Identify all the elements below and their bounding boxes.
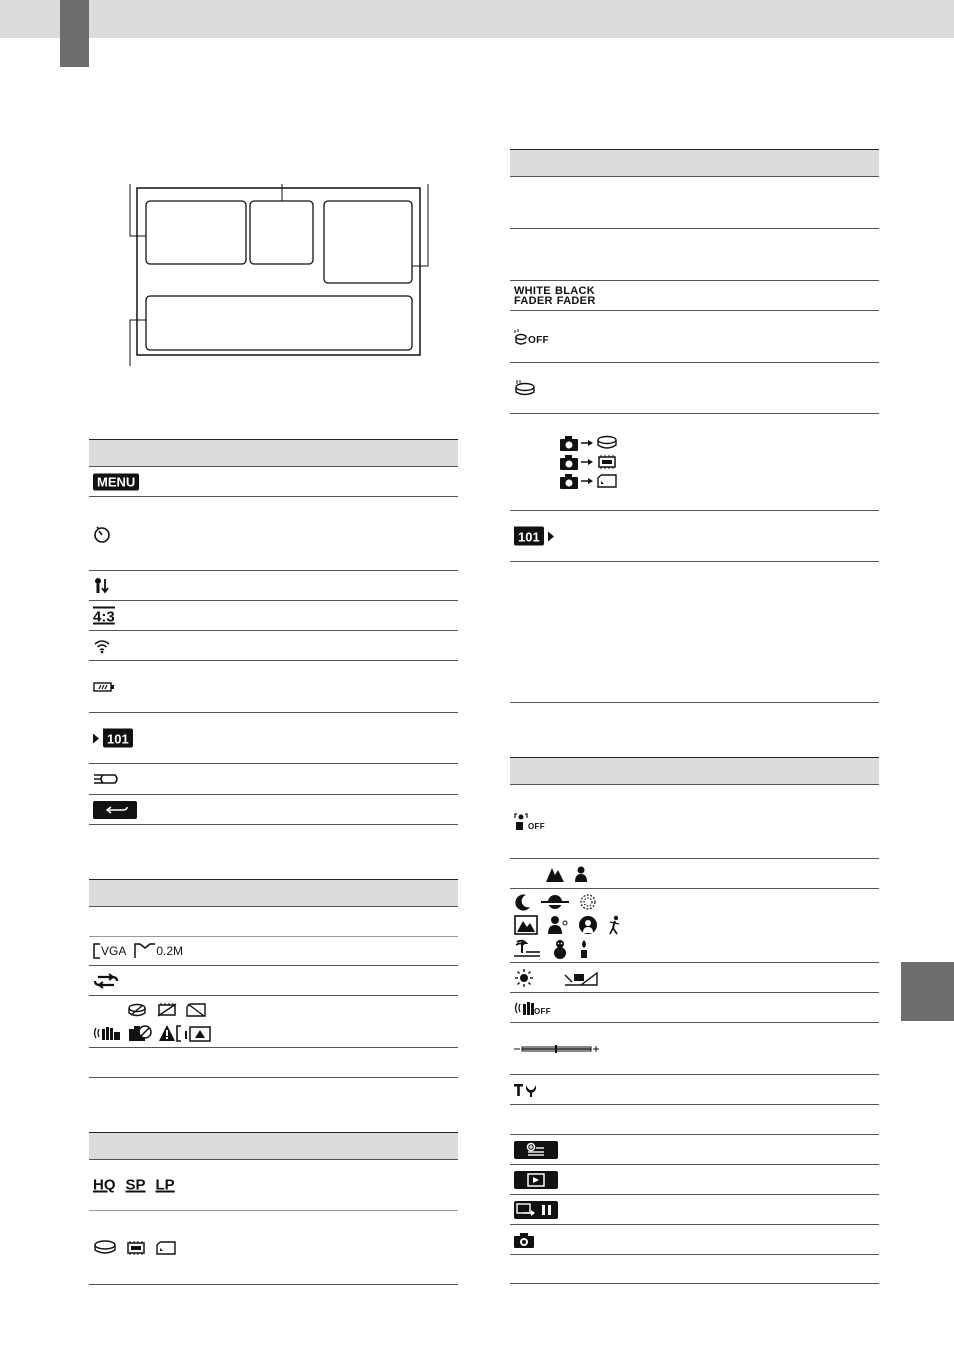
sunset-icon xyxy=(541,893,569,911)
table-row xyxy=(89,907,458,937)
table-row xyxy=(89,631,458,661)
table-row xyxy=(89,661,458,713)
hdd-drop-sensor-off-icon: OFF xyxy=(514,328,549,346)
table-row xyxy=(510,562,879,703)
table-row xyxy=(89,996,458,1048)
option-button-icon[interactable] xyxy=(514,1141,558,1159)
self-timer-icon xyxy=(93,525,111,543)
table-header xyxy=(89,1133,458,1160)
table-header xyxy=(510,758,879,785)
hdd-warning-icon xyxy=(127,1002,149,1018)
chapter-side-tab xyxy=(901,962,954,1021)
table-header xyxy=(89,880,458,907)
folder-icon: 101 xyxy=(103,729,133,748)
table-row xyxy=(89,764,458,795)
table-row xyxy=(510,1225,879,1255)
camera-warning-icon xyxy=(128,1024,152,1042)
table-row xyxy=(510,785,879,859)
menu-badge[interactable]: MENU xyxy=(93,473,139,490)
play-arrow-icon xyxy=(548,531,554,541)
copy-to-memory-icon xyxy=(560,454,618,470)
left-table-3 xyxy=(89,1132,458,1285)
table-row xyxy=(510,177,879,229)
image-size-02m-icon: 0.2M xyxy=(134,943,183,959)
face-detection-off-icon: OFF xyxy=(514,812,545,832)
white-balance-outdoor-icon xyxy=(514,968,534,988)
table-row xyxy=(89,713,458,764)
battery-icon xyxy=(93,681,115,693)
beach-icon xyxy=(514,939,542,959)
mic-level-icon xyxy=(93,577,111,595)
folder-icon: 101 xyxy=(514,527,544,546)
section-marker xyxy=(60,0,89,67)
right-table-2 xyxy=(510,757,879,1284)
fader-icon: WHITE BLACK FADER FADER xyxy=(514,284,596,307)
table-row xyxy=(510,363,879,414)
sports-icon xyxy=(607,915,621,935)
table-header xyxy=(510,150,879,177)
landscape-frame-icon xyxy=(514,915,538,935)
repeat-icon xyxy=(93,973,119,989)
memory-card-icon xyxy=(155,1240,177,1256)
copy-to-card-icon xyxy=(560,473,618,489)
quality-lp-icon: LP xyxy=(155,1176,175,1194)
hdd-icon xyxy=(93,1240,117,1256)
return-button-icon[interactable] xyxy=(93,801,137,819)
table-row xyxy=(89,966,458,996)
landscape-icon xyxy=(546,866,564,882)
table-row xyxy=(89,1160,458,1211)
view-images-button-icon[interactable] xyxy=(514,1171,558,1189)
table-row xyxy=(510,1135,879,1165)
table-row xyxy=(510,229,879,281)
snow-icon xyxy=(551,939,569,959)
copy-to-hdd-icon xyxy=(560,435,618,451)
quality-sp-icon: SP xyxy=(125,1176,146,1194)
aspect-ratio-icon: 4:3 xyxy=(93,608,115,625)
table-row xyxy=(510,1075,879,1105)
table-row xyxy=(510,1195,879,1225)
portrait-group-icon xyxy=(547,915,569,935)
left-table-1 xyxy=(89,439,458,825)
hdd-drop-sensor-icon xyxy=(514,379,536,397)
table-row xyxy=(510,889,879,963)
table-row xyxy=(89,601,458,631)
table-row xyxy=(89,497,458,571)
table-row xyxy=(89,795,458,825)
table-row xyxy=(510,1255,879,1284)
left-table-2 xyxy=(89,879,458,1078)
table-row xyxy=(510,963,879,993)
spotlight-icon xyxy=(578,915,598,935)
internal-memory-icon xyxy=(125,1240,147,1256)
photo-camera-icon xyxy=(514,1232,534,1248)
table-row xyxy=(510,511,879,562)
top-header-bar xyxy=(0,0,954,38)
screen-layout-diagram xyxy=(120,180,430,370)
quality-hq-icon: HQ xyxy=(93,1176,116,1194)
image-size-vga-icon: VGA xyxy=(93,943,126,959)
wifi-icon xyxy=(93,638,111,654)
zoom-lever-icon xyxy=(93,772,119,786)
table-row xyxy=(89,467,458,497)
one-push-white-balance-icon xyxy=(564,970,600,986)
table-row xyxy=(89,937,458,966)
shake-warning-icon xyxy=(93,1024,121,1042)
tele-macro-icon xyxy=(514,1082,538,1098)
table-row xyxy=(510,993,879,1023)
fireworks-icon xyxy=(578,893,598,911)
slideshow-button-icon[interactable] xyxy=(514,1201,558,1219)
table-row xyxy=(89,1048,458,1078)
table-row xyxy=(89,1211,458,1285)
exposure-slider-icon xyxy=(514,1044,600,1054)
table-row xyxy=(510,1165,879,1195)
table-row xyxy=(510,1105,879,1135)
candle-icon xyxy=(578,939,590,959)
night-icon xyxy=(514,893,532,911)
table-row xyxy=(510,414,879,511)
steadyshot-off-icon: OFF xyxy=(514,999,551,1017)
right-table-1 xyxy=(510,149,879,703)
table-row xyxy=(510,1023,879,1075)
table-row xyxy=(89,571,458,601)
table-header xyxy=(89,440,458,467)
memory-warning-icon xyxy=(156,1002,178,1018)
table-row xyxy=(510,311,879,363)
table-row xyxy=(510,859,879,889)
table-row xyxy=(510,281,879,311)
data-warning-icon xyxy=(159,1024,213,1042)
card-warning-icon xyxy=(185,1002,207,1018)
play-arrow-icon xyxy=(93,733,99,743)
portrait-icon xyxy=(574,866,588,882)
